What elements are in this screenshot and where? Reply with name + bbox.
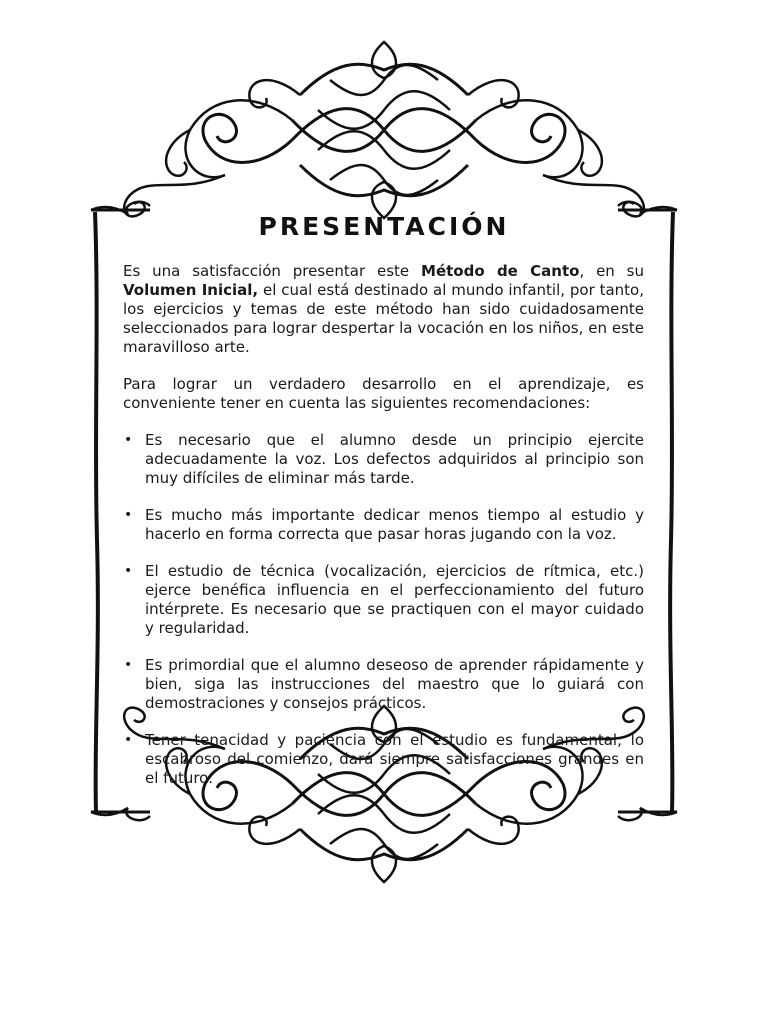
- bullet-icon: •: [124, 563, 133, 579]
- recommendation-text: Es primordial que el alumno deseoso de aprender rápidamente y bien, siga las instrucciones del maestro que lo guiará con demostraciones y consejos prácticos.: [145, 656, 644, 712]
- bullet-icon: •: [124, 432, 133, 448]
- recommendation-text: Tener tenacidad y paciencia con el estudio es fundamental; lo escabroso del comienzo, dará siempre satisfacciones grandes en el futuro.: [145, 731, 644, 787]
- list-item: [123, 431, 644, 488]
- second-paragraph: Para lograr un verdadero desarrollo en el aprendizaje, es conveniente tener en cuenta las siguientes recomendaciones:: [123, 375, 644, 412]
- recommendation-text: Es mucho más importante dedicar menos tiempo al estudio y hacerlo en forma correcta que pasar horas jugando con la voz.: [145, 506, 644, 543]
- recommendation-text: Es necesario que el alumno desde un principio ejercite adecuadamente la voz. Los defectos adquiridos al principio son muy difíciles de eliminar más tarde.: [145, 431, 644, 487]
- intro-text-1: Es una satisfacción presentar este: [123, 262, 422, 280]
- page-title: PRESENTACIÓN: [258, 212, 510, 241]
- list-item: [123, 506, 644, 544]
- volume-name: Volumen Inicial,: [123, 281, 259, 299]
- bullet-icon: •: [124, 732, 133, 748]
- list-item: [123, 731, 644, 788]
- recommendations-list: [123, 431, 644, 788]
- list-item: [123, 656, 644, 713]
- intro-text-2: , en su: [579, 262, 644, 280]
- bullet-icon: •: [124, 657, 133, 673]
- method-name: Método de Canto: [421, 262, 580, 280]
- recommendation-text: El estudio de técnica (vocalización, ejercicios de rítmica, etc.) ejerce benéfica influencia en el perfeccionamiento del futuro intérprete. Es necesario que se practiquen con el mayor cuidado y regularidad.: [145, 562, 644, 637]
- intro-paragraph: [123, 262, 644, 357]
- list-item: [123, 562, 644, 638]
- intro-text-3: el cual está destinado al mundo infantil, por tanto, los ejercicios y temas de este método han sido cuidadosamente seleccionados para lograr despertar la vocación en los niños, en este maravilloso arte.: [123, 281, 644, 356]
- document-body: [123, 262, 644, 806]
- bullet-icon: •: [124, 507, 133, 523]
